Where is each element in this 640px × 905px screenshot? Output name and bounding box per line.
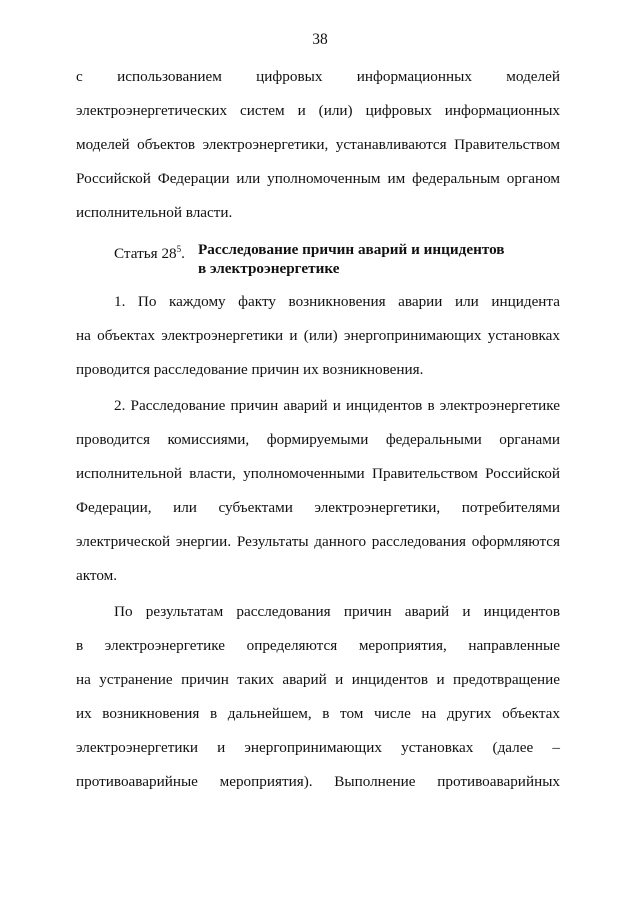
para-intro-line-5: исполнительной власти. <box>76 204 233 221</box>
page-number: 38 <box>312 31 328 48</box>
para-3-line-2: в электроэнергетике определяются мероприятия, направленные <box>76 637 560 654</box>
para-intro-line-1: с использованием цифровых информационных моделей <box>76 68 560 85</box>
para-2-line-3: исполнительной власти, уполномоченными Правительством Российской <box>76 465 560 482</box>
article-title-line-1: Расследование причин аварий и инцидентов <box>198 241 505 258</box>
article-heading <box>114 240 505 278</box>
para-1-line-3: проводится расследование причин их возникновения. <box>76 361 424 378</box>
para-2-line-4: Федерации, или субъектами электроэнергетики, потребителями <box>76 499 560 516</box>
para-3-line-3: на устранение причин таких аварий и инцидентов и предотвращение <box>76 671 560 688</box>
article-label-suffix: . <box>181 245 185 262</box>
article-title-line-2: в электроэнергетике <box>198 260 340 277</box>
para-3-line-1: По результатам расследования причин аварий и инцидентов <box>114 603 560 620</box>
para-2-line-1: 2. Расследование причин аварий и инцидентов в электроэнергетике <box>114 397 560 414</box>
para-3-line-4: их возникновения в дальнейшем, в том числе на других объектах <box>76 705 560 722</box>
article-title <box>198 240 505 278</box>
article-label <box>114 240 198 263</box>
para-2-line-6: актом. <box>76 567 118 584</box>
para-1-line-1: 1. По каждому факту возникновения аварии или инцидента <box>114 293 560 310</box>
para-2-line-5: электрической энергии. Результаты данного расследования оформляются <box>76 533 560 550</box>
para-2-line-2: проводится комиссиями, формируемыми федеральными органами <box>76 431 560 448</box>
para-intro-line-4: Российской Федерации или уполномоченным им федеральным органом <box>76 170 560 187</box>
para-intro-line-3: моделей объектов электроэнергетики, устанавливаются Правительством <box>76 136 560 153</box>
article-number: Статья 28 <box>114 245 177 262</box>
para-intro-line-2: электроэнергетических систем и (или) цифровых информационных <box>76 102 560 119</box>
para-3-line-6: противоаварийные мероприятия). Выполнение противоаварийных <box>76 773 560 790</box>
para-3-line-5: электроэнергетики и энергопринимающих установках (далее – <box>76 739 560 756</box>
article-superscript: 5 <box>176 244 182 254</box>
para-1-line-2: на объектах электроэнергетики и (или) энергопринимающих установках <box>76 327 560 344</box>
